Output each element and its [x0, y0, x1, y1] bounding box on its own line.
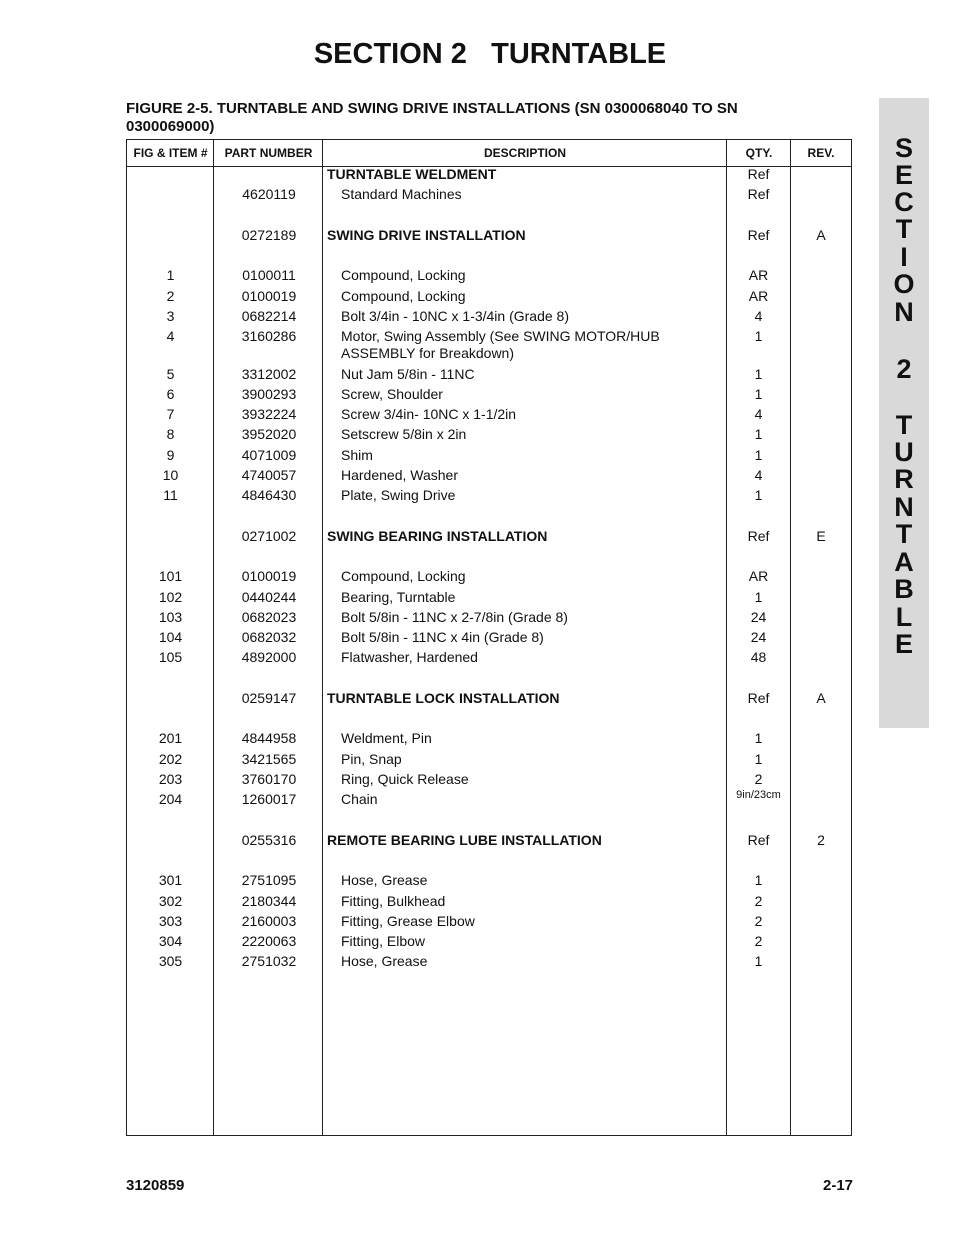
part-number: 4844958: [241, 730, 297, 746]
item-number: 102: [158, 589, 183, 605]
item-number: 11: [163, 487, 178, 503]
page-number: 2-17: [823, 1177, 854, 1194]
quantity: 24: [750, 609, 767, 625]
part-number: 4740057: [241, 467, 297, 483]
description: Compound, Locking: [341, 267, 466, 283]
side-tab-letter: O: [893, 269, 915, 299]
description-continued: ASSEMBLY for Breakdown): [341, 345, 515, 361]
item-number: 9: [166, 447, 175, 463]
description: Compound, Locking: [341, 568, 466, 584]
part-number: 3760170: [241, 771, 297, 787]
item-number: 5: [166, 366, 175, 382]
section-title: SECTION 2 TURNTABLE: [313, 38, 667, 70]
quantity: 1: [754, 426, 763, 442]
description: Bolt 3/4in - 10NC x 1-3/4in (Grade 8): [341, 308, 569, 324]
side-tab-letter: T: [895, 214, 913, 244]
quantity: 1: [754, 953, 763, 969]
quantity: 1: [754, 487, 763, 503]
side-tab-letter: E: [894, 629, 913, 659]
item-number: 302: [158, 893, 183, 909]
item-number: 305: [158, 953, 183, 969]
revision: E: [816, 528, 826, 544]
part-number: 0100019: [241, 568, 297, 584]
quantity: 4: [754, 467, 763, 483]
quantity: 1: [754, 447, 763, 463]
quantity: 1: [754, 730, 763, 746]
parts-table: [126, 139, 852, 1136]
description: SWING BEARING INSTALLATION: [327, 528, 548, 544]
quantity: Ref: [747, 690, 770, 706]
part-number: 4071009: [241, 447, 297, 463]
description: Plate, Swing Drive: [341, 487, 456, 503]
quantity: 2: [754, 933, 763, 949]
part-number: 4892000: [241, 649, 297, 665]
part-number: 3932224: [241, 406, 297, 422]
revision: 2: [817, 832, 825, 848]
quantity: 1: [754, 751, 763, 767]
item-number: 203: [158, 771, 183, 787]
part-number: 0271002: [241, 528, 297, 544]
description: Hardened, Washer: [341, 467, 458, 483]
part-number: 0682023: [241, 609, 297, 625]
quantity: AR: [748, 267, 769, 283]
part-number: 2220063: [241, 933, 297, 949]
part-number: 3160286: [241, 328, 297, 344]
column-divider: [790, 140, 791, 1135]
description: Fitting, Bulkhead: [341, 893, 446, 909]
part-number: 3312002: [241, 366, 297, 382]
quantity: 1: [754, 328, 763, 344]
quantity: AR: [748, 288, 769, 304]
part-number: 2160003: [241, 913, 297, 929]
item-number: 202: [158, 751, 183, 767]
description: Fitting, Grease Elbow: [341, 913, 475, 929]
description: Compound, Locking: [341, 288, 466, 304]
side-tab-letter: T: [895, 410, 913, 440]
part-number: 0259147: [241, 690, 297, 706]
item-number: 10: [162, 467, 179, 483]
quantity: 2: [754, 913, 763, 929]
part-number: 3421565: [241, 751, 297, 767]
quantity: Ref: [747, 186, 770, 202]
header-description: DESCRIPTION: [483, 146, 566, 160]
item-number: 303: [158, 913, 183, 929]
part-number: 0440244: [241, 589, 297, 605]
quantity: 1: [754, 386, 763, 402]
description: Screw 3/4in- 10NC x 1-1/2in: [341, 406, 517, 422]
part-number: 1260017: [241, 791, 297, 807]
item-number: 8: [166, 426, 175, 442]
item-number: 201: [158, 730, 183, 746]
quantity: 4: [754, 406, 763, 422]
side-tab-letter: E: [894, 160, 913, 190]
section-side-tab: [879, 98, 929, 728]
description: Pin, Snap: [341, 751, 402, 767]
item-number: 304: [158, 933, 183, 949]
quantity: 1: [754, 366, 763, 382]
revision: A: [816, 690, 826, 706]
quantity: 2: [754, 771, 763, 787]
side-tab-letter: B: [894, 574, 914, 604]
header-qty: QTY.: [745, 146, 773, 160]
description: Bolt 5/8in - 11NC x 4in (Grade 8): [341, 629, 544, 645]
quantity: 9in/23cm: [736, 789, 781, 801]
description: TURNTABLE LOCK INSTALLATION: [327, 690, 560, 706]
quantity: Ref: [747, 166, 770, 182]
description: Flatwasher, Hardened: [341, 649, 478, 665]
quantity: 2: [754, 893, 763, 909]
side-tab-letter: T: [895, 519, 913, 549]
revision: A: [816, 227, 826, 243]
item-number: 4: [166, 328, 175, 344]
item-number: 204: [158, 791, 183, 807]
item-number: 103: [158, 609, 183, 625]
header-item: FIG & ITEM #: [133, 146, 208, 160]
description: Hose, Grease: [341, 872, 428, 888]
side-tab-letter: U: [894, 437, 914, 467]
description: Fitting, Elbow: [341, 933, 426, 949]
side-tab-letter: 2: [896, 354, 912, 384]
description: Nut Jam 5/8in - 11NC: [341, 366, 475, 382]
item-number: 301: [158, 872, 183, 888]
part-number: 0272189: [241, 227, 297, 243]
document-number: 3120859: [126, 1177, 185, 1194]
part-number: 3952020: [241, 426, 297, 442]
description: TURNTABLE WELDMENT: [327, 166, 497, 182]
description: REMOTE BEARING LUBE INSTALLATION: [327, 832, 602, 848]
part-number: 0100019: [241, 288, 297, 304]
description: Weldment, Pin: [341, 730, 432, 746]
description: Hose, Grease: [341, 953, 428, 969]
part-number: 2180344: [241, 893, 297, 909]
side-tab-letter: A: [894, 547, 914, 577]
part-number: 2751032: [241, 953, 297, 969]
item-number: 2: [166, 288, 175, 304]
part-number: 0255316: [241, 832, 297, 848]
description: Motor, Swing Assembly (See SWING MOTOR/HUB: [341, 328, 660, 344]
description: Shim: [341, 447, 373, 463]
item-number: 101: [158, 568, 183, 584]
part-number: 0682214: [241, 308, 297, 324]
side-tab-letter: I: [900, 242, 908, 272]
item-number: 6: [166, 386, 175, 402]
item-number: 104: [158, 629, 183, 645]
header-part-number: PART NUMBER: [224, 146, 313, 160]
quantity: 24: [750, 629, 767, 645]
description: Chain: [341, 791, 378, 807]
side-tab-letter: L: [895, 602, 913, 632]
description: Standard Machines: [341, 186, 462, 202]
part-number: 4620119: [242, 186, 296, 202]
part-number: 0100011: [242, 267, 296, 283]
description: Bearing, Turntable: [341, 589, 456, 605]
description: SWING DRIVE INSTALLATION: [327, 227, 526, 243]
figure-title: FIGURE 2-5. TURNTABLE AND SWING DRIVE INSTALLATIONS (SN 0300068040 TO SN 0300069000): [126, 100, 738, 135]
side-tab-letter: S: [894, 133, 913, 163]
item-number: 105: [158, 649, 183, 665]
part-number: 2751095: [241, 872, 297, 888]
quantity: AR: [748, 568, 769, 584]
side-tab-letter: R: [894, 464, 914, 494]
quantity: Ref: [747, 832, 770, 848]
part-number: 0682032: [241, 629, 297, 645]
item-number: 3: [166, 308, 175, 324]
quantity: Ref: [747, 528, 770, 544]
quantity: 1: [754, 589, 763, 605]
part-number: 3900293: [241, 386, 297, 402]
item-number: 7: [166, 406, 175, 422]
side-tab-letter: C: [894, 187, 914, 217]
description: Setscrew 5/8in x 2in: [341, 426, 467, 442]
quantity: Ref: [747, 227, 770, 243]
quantity: 4: [754, 308, 763, 324]
quantity: 48: [750, 649, 767, 665]
description: Screw, Shoulder: [341, 386, 443, 402]
description: Ring, Quick Release: [341, 771, 469, 787]
item-number: 1: [166, 267, 175, 283]
part-number: 4846430: [241, 487, 297, 503]
quantity: 1: [754, 872, 763, 888]
header-rev: REV.: [807, 146, 835, 160]
side-tab-letter: N: [894, 297, 914, 327]
description: Bolt 5/8in - 11NC x 2-7/8in (Grade 8): [341, 609, 568, 625]
side-tab-letter: N: [894, 492, 914, 522]
